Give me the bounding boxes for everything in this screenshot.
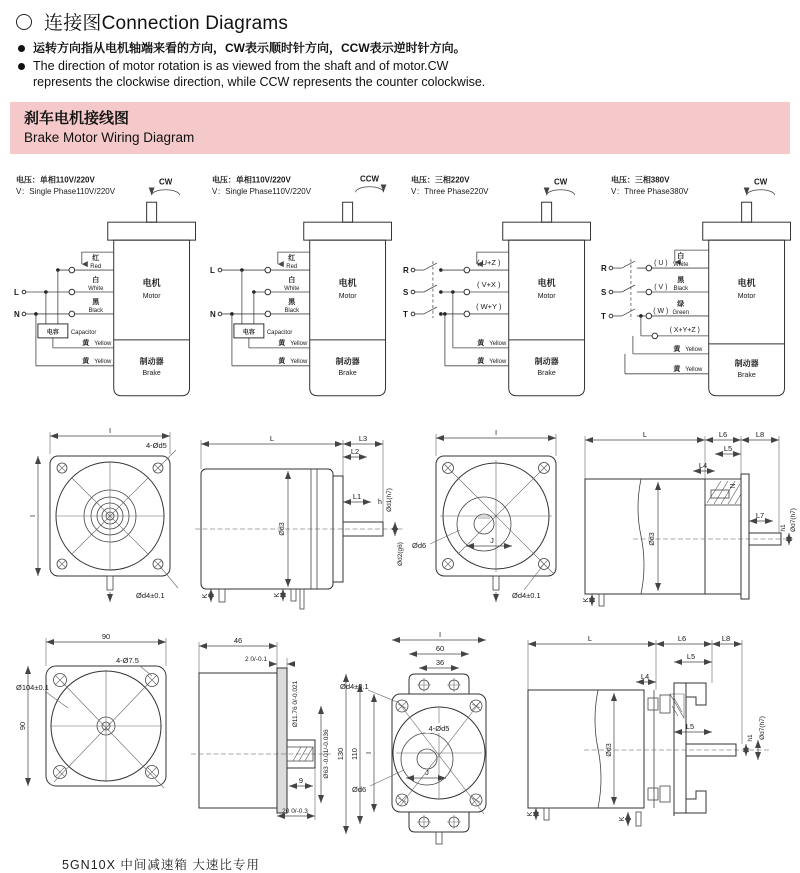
drawing-flange-130-front [334,628,524,853]
bullet-en-row [18,59,786,90]
brake-label-zh: 制动器 [335,357,360,367]
brake-label-en: Brake [142,370,161,378]
page-header [0,0,800,90]
wire-label-en: Green [671,310,689,317]
yellow1-zh: 黄 [477,340,485,348]
section-banner [10,102,790,154]
callout-pilot-dia: Ød4±0.1 [340,682,369,692]
wire-label-en: White [88,286,104,293]
bullet-zh-row [18,41,786,56]
brake-label-en: Brake [737,372,756,380]
wire-label-zh: 白 [287,277,295,285]
wire-label-zh: 黑 [92,299,100,307]
dim-I-top: I [438,630,442,640]
dim-L4: L4 [640,672,650,682]
page-title: 连接图Connection Diagrams [44,13,289,34]
motor-label-en: Motor [737,293,756,301]
dim-K1: K [527,811,534,817]
terminal-L: L [209,266,215,276]
brake-label-en: Brake [537,370,556,378]
yellow2-en: Yellow [684,367,702,374]
rotation-label: CCW [359,174,379,184]
dim-I-left: I [364,752,373,755]
callout-d6: Ød6 [352,785,367,795]
dim-d7: Ød7(h7) [790,508,797,533]
banner-title-en: Brake Motor Wiring Diagram [24,129,195,145]
dim-I-left: I [28,515,37,518]
motor-label-zh: 电机 [142,278,161,289]
dimension-row-gearbox [0,624,800,853]
wire-label-zh: 红 [287,255,295,263]
wire-label-zh: 红 [92,255,100,263]
dim-d3: Ød3 [606,743,613,757]
yellow1-zh: 黄 [82,340,90,348]
dim-hub-dia: Ø11.76 0/-0.021 [292,681,299,728]
voltage-label-zh: 电压：单相110V/220V [211,175,291,185]
wire-label-zh: 黑 [287,299,295,307]
dim-spigot-dia: Ø63 -0.01/-0.036 [323,729,330,779]
yellow2-en: Yellow [489,359,507,366]
dim-h1: h1 [747,734,754,742]
banner-title-zh: 刹车电机接线图 [24,110,130,128]
wire-label: ( X+Y+Z ) [669,327,700,335]
dim-L6: L6 [718,430,728,440]
dim-20: 20 0/-0.3 [282,808,308,816]
dim-d1: Ød1(h7) [386,488,393,513]
dim-d3: Ød3 [649,532,656,546]
voltage-label-en: V：Three Phase380V [610,187,688,197]
brake-label-zh: 制动器 [734,359,759,369]
callout-mount-holes: 4-Ø7.5 [116,656,139,666]
dim-90-left: 90 [18,722,27,731]
yellow2-zh: 黄 [672,366,680,374]
wire-label-zh: 黑 [676,277,684,285]
dim-h: h [378,499,382,507]
yellow2-zh: 黄 [277,358,285,366]
yellow1-zh: 黄 [277,340,285,348]
wire-label-en: Black [672,286,688,293]
wire-label-en: Black [88,308,104,315]
dim-K2: K [619,816,626,822]
wire-label: ( V+X ) [477,280,501,290]
wire-label: ( U ) [653,260,668,268]
dim-L5a: L5 [686,652,696,662]
dim-L5b: L5 [685,722,695,732]
brake-label-en: Brake [338,370,357,378]
dim-L4: L4 [698,461,708,471]
yellow2-en: Yellow [289,359,307,366]
motor-label-zh: 电机 [537,278,556,289]
dim-K1: K [202,593,209,599]
dim-J: J [425,768,429,778]
capacitor-label-en: Capacitor [266,330,292,337]
rotation-arrow-icon [746,190,774,195]
voltage-label-zh: 电压：三相220V [410,175,470,185]
gearbox-note-caption: 5GN10X 中间减速箱 大速比专用 [62,858,260,873]
drawing-brake-gearmotor-side [524,628,794,853]
yellow1-en: Yellow [289,341,307,348]
yellow1-en: Yellow [489,341,507,348]
yellow1-en: Yellow [94,341,112,348]
bullet-en-line2: represents the clockwise direction, while CCW represents the counter colockwise. [33,74,486,89]
wire-label-en: White [672,262,688,269]
wire-label: ( U+Z ) [477,258,501,268]
dim-L1: L1 [352,492,362,502]
callout-pilot-dia: Ød4±0.1 [136,591,165,601]
yellow1-en: Yellow [684,347,702,354]
terminal-T: T [600,312,606,322]
dim-J: J [490,536,494,546]
motor-label-en: Motor [142,293,161,301]
wire-label: ( W ) [652,308,668,316]
voltage-label-en: V：Single Phase110V/220V [15,187,116,197]
wire-label-en: Red [285,264,297,271]
motor-label-en: Motor [338,293,357,301]
dim-d3: Ød3 [279,522,286,536]
voltage-label-zh: 电压：单相110V/220V [15,175,95,185]
yellow1-zh: 黄 [672,346,680,354]
drawing-gearhead-front-view [408,424,583,624]
dim-46: 46 [233,636,243,646]
dim-90-top: 90 [101,632,111,642]
terminal-S: S [600,288,606,298]
dim-d2: Ød2(g6) [397,542,404,567]
dim-36: 36 [435,658,445,668]
rotation-arrow-icon [152,190,180,195]
drawing-gearmotor-side-view [583,424,798,624]
dim-110: 110 [350,748,359,761]
dim-60: 60 [435,644,445,654]
drawing-motor-front-view [28,424,193,624]
drawing-motor-side-view [193,424,408,624]
wire-label-en: Black [283,308,299,315]
wiring-diagram-three-phase-380 [597,168,797,418]
capacitor-label-zh: 电容 [46,330,59,337]
callout-mount-holes: 4-Ød5 [428,724,450,734]
brake-label-zh: 制动器 [534,357,559,367]
wire-label-zh: 白 [676,253,684,261]
dim-L6: L6 [677,634,687,644]
wire-label-en: Red [90,264,102,271]
dim-I-top: I [108,426,112,436]
dim-L3: L3 [358,434,368,444]
dim-L: L [587,634,593,644]
drawing-flange-90-front [14,628,189,828]
dim-N: N [730,483,737,489]
terminal-L: L [13,288,19,298]
rotation-label: CW [753,177,767,187]
capacitor-label-zh: 电容 [242,330,255,337]
dim-L: L [642,430,648,440]
hatched-gear-section [705,479,741,505]
terminal-N: N [209,310,216,320]
brake-bolt-top [648,694,684,718]
dim-K: K [583,597,590,603]
dimension-row-motor [0,418,800,624]
dim-L: L [269,434,275,444]
bullet-icon [18,45,25,52]
wire-label-zh: 绿 [676,301,684,309]
dim-plate-thickness: 2 0/-0.1 [244,656,267,664]
dim-L2: L2 [350,447,360,457]
motor-label-en: Motor [537,293,556,301]
motor-label-zh: 电机 [737,278,756,289]
bullet-zh-text: 运转方向指从电机轴端来看的方向，CW表示顺时针方向，CCW表示逆时针方向。 [33,41,466,55]
wiring-diagram-three-phase-220 [397,168,597,418]
terminal-S: S [402,288,409,298]
wire-label: ( W+Y ) [476,302,502,312]
dim-K2: K [274,592,281,598]
wire-label-en: White [283,286,299,293]
dim-h1: h1 [780,524,787,532]
wire-label: ( V ) [653,284,667,292]
capacitor-label-en: Capacitor [70,330,97,337]
brake-label-zh: 制动器 [139,357,164,367]
terminal-N: N [13,310,20,320]
voltage-label-zh: 电压：三相380V [610,175,669,185]
yellow2-zh: 黄 [477,358,485,366]
callout-boss-dia: Ø104±0.1 [16,683,49,693]
rotation-label: CW [553,177,568,187]
dim-130: 130 [336,748,345,761]
dim-L5: L5 [723,444,733,454]
dim-d7: Ød7(h7) [759,716,766,741]
yellow2-zh: 黄 [82,358,90,366]
wiring-diagram-single-phase-ccw [202,168,398,418]
section-circle-icon [16,14,32,30]
title-row [16,8,786,35]
brake-bolt-bottom [648,786,670,802]
dim-I-top: I [494,428,498,438]
dim-L7: L7 [755,511,765,521]
voltage-label-en: V：Three Phase220V [410,187,489,197]
bullet-en-text [33,59,485,90]
terminal-R: R [600,264,607,274]
dim-9: 9 [298,776,304,786]
callout-mount-holes: 4-Ød5 [146,441,167,451]
rotation-arrow-icon [355,187,383,192]
bullet-icon [18,63,25,70]
bullet-en-line1: The direction of motor rotation is as viewed from the shaft and of motor.CW [33,59,449,73]
wiring-diagram-row [0,154,800,418]
dim-L8: L8 [755,430,765,440]
terminal-R: R [402,266,409,276]
yellow2-en: Yellow [94,359,112,366]
motor-label-zh: 电机 [338,278,357,289]
rotation-label: CW [158,177,173,187]
terminal-T: T [402,310,408,320]
callout-pilot-dia: Ød4±0.1 [512,591,541,601]
voltage-label-en: V：Single Phase110V/220V [211,187,311,197]
rotation-arrow-icon [547,190,575,195]
wire-label-zh: 白 [92,277,100,285]
callout-d6: Ød6 [412,541,427,551]
drawing-gearbox-46-side [189,628,334,828]
wiring-diagram-single-phase-cw [6,168,202,418]
dim-L8: L8 [721,634,731,644]
